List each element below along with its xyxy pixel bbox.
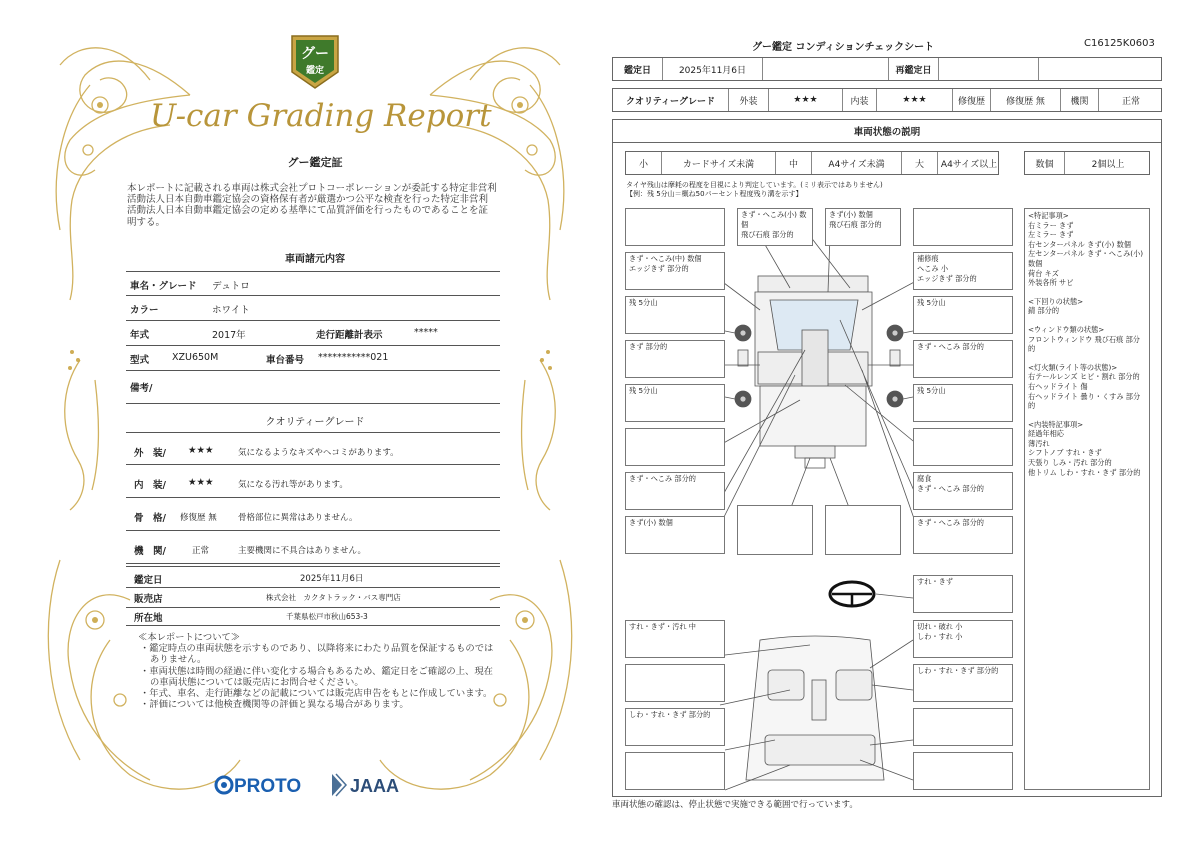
- annotation-box: きず・へこみ 部分的: [913, 516, 1013, 554]
- legend-count: 数個: [1025, 152, 1065, 174]
- grade-label: クオリティーグレード: [613, 89, 729, 111]
- jaaa-logo-icon: [332, 774, 346, 796]
- annotation-box: きず(小) 数個 飛び石痕 部分的: [825, 208, 901, 246]
- notes-group-windows: [1028, 325, 1146, 354]
- repair-value: 修復歴 無: [991, 89, 1061, 111]
- group-item: シフトノブ すれ・きず: [1028, 448, 1102, 458]
- annotation-box: [825, 505, 901, 555]
- frame-label: 骨 格/: [134, 513, 166, 524]
- legend-large: 大: [902, 152, 938, 174]
- legend-small-desc: カードサイズ未満: [662, 152, 776, 174]
- group-item: 外装各所 サビ: [1028, 278, 1074, 288]
- note-item: ・車両状態は時間の経過に伴い変化する場合もあるため、鑑定日をご確認の上、現在の車両状態については販売店にお問合せください。: [140, 665, 493, 688]
- date-label: 鑑定日: [613, 58, 663, 80]
- appraisal-date-value: 2025年11月6日: [300, 574, 364, 584]
- group-item: 荷台 キズ: [1028, 268, 1059, 278]
- name-label: 車名・グレード: [130, 281, 197, 292]
- model-label: 型式: [130, 355, 150, 366]
- group-title: <特記事項>: [1028, 211, 1069, 220]
- notes-group-interior: [1028, 420, 1146, 478]
- color-value: ホワイト: [212, 305, 250, 316]
- address-label: 所在地: [134, 613, 163, 624]
- appraisal-date-row: [126, 566, 500, 588]
- intro-text: 本レポートに記載される車両は株式会社プロトコーポレーションが委託する特定非営利活動法人日本自動車鑑定協会の資格保有者が厳選かつ公平な検査を行った特定非営利活動法人日本自動車鑑定協会の定める基準にて品質評価を行ったものであることを証明する。: [127, 183, 497, 228]
- group-title: <ウィンドウ類の状態>: [1028, 324, 1105, 334]
- interior-label: 内 装/: [134, 480, 166, 491]
- annotation-box: [625, 428, 725, 466]
- annotation-box: 残 5分山: [625, 296, 725, 334]
- color-label: カラー: [130, 305, 159, 316]
- annotation-box: [913, 208, 1013, 246]
- shop-label: 販売店: [134, 594, 163, 605]
- group-item: 天張り しみ・汚れ 部分的: [1028, 458, 1112, 468]
- notes-group-underbody: [1028, 297, 1146, 316]
- report-notes: [138, 632, 498, 710]
- annotation-box: 残 5分山: [625, 384, 725, 422]
- annotation-box: [913, 708, 1013, 746]
- annotation-box: すれ・きず: [913, 575, 1013, 613]
- group-title: <灯火類(ライト等の状態)>: [1028, 362, 1118, 372]
- legend-small: 小: [626, 152, 662, 174]
- redate-value: [939, 58, 1039, 80]
- chassis-label: 車台番号: [266, 355, 305, 366]
- annotation-box: [625, 752, 725, 790]
- annotation-box: きず・へこみ(小) 数個 飛び石痕 部分的: [737, 208, 813, 246]
- year-label: 年式: [130, 330, 150, 341]
- redate-label: 再鑑定日: [889, 58, 939, 80]
- proto-logo-text: PROTO: [234, 776, 302, 797]
- annotation-box: [913, 428, 1013, 466]
- goo-kantei-badge-logo: [286, 30, 344, 92]
- annotation-box: [737, 505, 813, 555]
- engine-label: 機関: [1061, 89, 1099, 111]
- annotation-box: 残 5分山: [913, 384, 1013, 422]
- repair-label: 修復歴: [953, 89, 991, 111]
- legend-mid-desc: A4サイズ未満: [812, 152, 902, 174]
- group-item: 薄汚れ: [1028, 438, 1050, 448]
- group-item: 右ヘッドライト 傷: [1028, 381, 1088, 391]
- engine-label: 機 関/: [134, 546, 166, 557]
- annotation-box: きず・へこみ 部分的: [625, 472, 725, 510]
- special-notes-list: [1024, 208, 1150, 790]
- badge-line1: グー: [301, 45, 329, 61]
- tire-note-1: タイヤ残山は摩耗の程度を目視により判定しています。(ミリ表示ではありません): [626, 181, 883, 189]
- group-item: 右センターパネル きず(小) 数個: [1028, 239, 1131, 249]
- name-value: デュトロ: [212, 281, 250, 292]
- exterior-label: 外 装/: [134, 448, 166, 459]
- quality-row-exterior: [126, 432, 500, 465]
- legend-count-desc: 2個以上: [1091, 159, 1125, 170]
- count-legend: [1024, 151, 1150, 175]
- group-title: <内装特記事項>: [1028, 419, 1084, 429]
- script-title: U-car Grading Report: [150, 98, 492, 134]
- interior-desc: 気になる汚れ等があります。: [238, 480, 348, 490]
- annotation-box: すれ・きず・汚れ 中: [625, 620, 725, 658]
- annotation-box: きず(小) 数個: [625, 516, 725, 554]
- grade-table: [612, 88, 1162, 112]
- frame-grade: 修復歴 無: [180, 513, 217, 523]
- annotation-box: きず 部分的: [625, 340, 725, 378]
- group-item: 右テールレンズ ヒビ・割れ 部分的: [1028, 372, 1140, 382]
- interior-grade: ★★★: [188, 477, 214, 488]
- address-value: 千葉県松戸市秋山653-3: [286, 612, 368, 621]
- annotation-box: しわ・すれ・きず 部分的: [913, 664, 1013, 702]
- quality-section-title: クオリティーグレード: [265, 417, 365, 428]
- group-item: 右ヘッドライト 曇り・くすみ 部分的: [1028, 391, 1141, 411]
- notes-group-special: [1028, 211, 1146, 288]
- mileage-label: 走行距離計表示: [316, 330, 383, 341]
- specs-section-title: 車両諸元内容: [285, 254, 345, 265]
- spec-row-color: [126, 296, 500, 321]
- annotation-box: きず・へこみ(中) 数個 エッジきず 部分的: [625, 252, 725, 290]
- annotation-box: [625, 664, 725, 702]
- annotation-box: 切れ・破れ 小 しわ・すれ 小: [913, 620, 1013, 658]
- engine-grade: 正常: [192, 546, 210, 556]
- remarks-label: 備考/: [130, 383, 153, 394]
- model-value: XZU650M: [172, 352, 219, 363]
- group-item: 左センターパネル きず・へこみ(小) 数個: [1028, 249, 1144, 268]
- shop-value: 株式会社 カクタトラック・バス専門店: [266, 593, 401, 602]
- note-item: ・鑑定時点の車両状態を示すものであり、以降将来にわたり品質を保証するものではありません。: [140, 643, 494, 666]
- group-title: <下回りの状態>: [1028, 296, 1084, 306]
- size-legend: [625, 151, 999, 175]
- annotation-box: きず・へこみ 部分的: [913, 340, 1013, 378]
- group-item: 錆 部分的: [1028, 306, 1060, 316]
- group-item: 他トリム しわ・すれ・きず 部分的: [1028, 467, 1141, 477]
- bottom-note: 車両状態の確認は、停止状態で実施できる範囲で行っています。: [612, 800, 858, 810]
- annotation-box: 補修痕 へこみ 小 エッジきず 部分的: [913, 252, 1013, 290]
- engine-desc: 主要機関に不具合はありません。: [238, 546, 367, 556]
- spec-row-remarks: [126, 371, 500, 404]
- legend-large-desc: A4サイズ以上: [940, 159, 998, 170]
- frame-desc: 骨格部位に異常はありません。: [238, 513, 358, 523]
- date-empty: [763, 58, 889, 80]
- notes-title: ≪本レポートについて≫: [138, 632, 241, 643]
- date-table: [612, 57, 1162, 81]
- legend-mid: 中: [776, 152, 812, 174]
- group-item: 経過年相応: [1028, 429, 1064, 439]
- footer-logos: [214, 770, 414, 800]
- annotation-box: 残 5分山: [913, 296, 1013, 334]
- ext-value: ★★★: [769, 89, 843, 111]
- int-value: ★★★: [877, 89, 953, 111]
- sheet-code: C16125K0603: [1084, 38, 1155, 49]
- annotation-box: [913, 752, 1013, 790]
- badge-line2: 鑑定: [305, 65, 325, 75]
- address-row: [126, 608, 500, 626]
- int-label: 内装: [843, 89, 877, 111]
- tire-note: [626, 181, 883, 199]
- annotation-box: しわ・すれ・きず 部分的: [625, 708, 725, 746]
- group-item: 左ミラー きず: [1028, 230, 1074, 240]
- notes-group-lights: [1028, 363, 1146, 411]
- spec-row-name: [126, 271, 500, 296]
- spec-row-year: [126, 321, 500, 346]
- exterior-grade: ★★★: [188, 445, 214, 456]
- spec-row-model: [126, 346, 500, 371]
- group-item: 右ミラー きず: [1028, 220, 1074, 230]
- quality-row-interior: [126, 465, 500, 498]
- mileage-value: *****: [414, 327, 438, 338]
- annotation-box: [625, 208, 725, 246]
- chassis-value: ***********021: [318, 352, 389, 363]
- jaaa-logo-text: JAAA: [350, 776, 400, 796]
- group-item: フロントウィンドウ 飛び石痕 部分的: [1028, 334, 1140, 354]
- shop-row: [126, 588, 500, 608]
- quality-row-frame: [126, 498, 500, 531]
- annotation-box: 腐食 きず・へこみ 部分的: [913, 472, 1013, 510]
- ext-label: 外装: [729, 89, 769, 111]
- proto-logo-icon: [216, 777, 232, 793]
- redate-empty: [1039, 58, 1163, 80]
- tire-note-2: 【例：残 5分山＝概ね50パーセント程度残り溝を示す】: [626, 190, 803, 198]
- appraisal-date-label: 鑑定日: [134, 575, 163, 586]
- engine-value: 正常: [1121, 96, 1140, 107]
- note-item: ・評価については他検査機関等の評価と異なる場合があります。: [140, 699, 409, 711]
- sheet-title: グー鑑定 コンディションチェックシート: [752, 42, 935, 53]
- state-title: 車両状態の説明: [612, 119, 1162, 143]
- year-value: 2017年: [212, 330, 246, 341]
- note-item: ・年式、車名、走行距離などの記載については販売店申告をもとに作成しています。: [140, 688, 493, 700]
- quality-row-engine: [126, 531, 500, 564]
- certificate-title: グー鑑定証: [287, 156, 343, 169]
- date-value: 2025年11月6日: [663, 58, 763, 80]
- exterior-desc: 気になるようなキズやヘコミがあります。: [238, 448, 399, 458]
